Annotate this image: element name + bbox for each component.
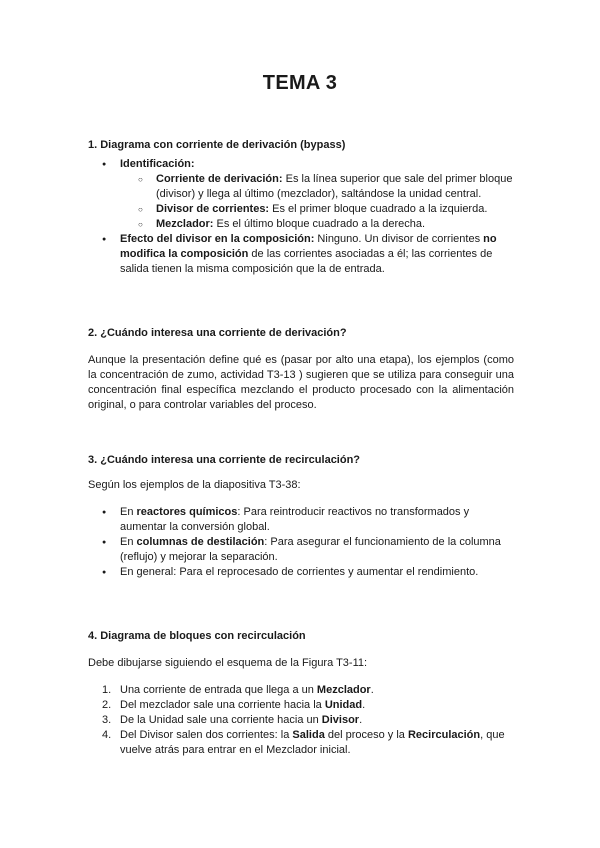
list-item: ○ Divisor de corrientes: Es el primer bloque cuadrado a la izquierda. [120,202,518,217]
identificacion-label: Identificación: [120,158,195,170]
section-3-heading: 3. ¿Cuándo interesa una corriente de recirculación? [88,454,361,466]
list-item: ○ Corriente de derivación: Es la línea superior que sale del primer bloque (divisor) y llega al último (mezclador), saltándose la unidad central. [120,172,518,202]
page-title: TEMA 3 [262,72,338,94]
list-item: 3. De la Unidad sale una corriente hacia un Divisor. [102,714,363,726]
section-4-intro: Debe dibujarse siguiendo el esquema de la Figura T3-11: [88,657,368,669]
section-2-heading: 2. ¿Cuándo interesa una corriente de derivación? [88,327,347,339]
section-4-heading: 4. Diagrama de bloques con recirculación [88,630,306,642]
list-item: ● En general: Para el reprocesado de corrientes y aumentar el rendimiento. [88,565,518,580]
list-item [88,157,518,232]
section-3-list [88,505,518,580]
list-item: ● En columnas de destilación: Para asegurar el funcionamiento de la columna (reflujo) y mejorar la separación. [88,535,518,565]
section-1-heading: 1. Diagrama con corriente de derivación (bypass) [88,139,346,151]
identificacion-sublist [120,172,518,232]
list-item: 2. Del mezclador sale una corriente hacia la Unidad. [102,699,366,711]
list-item: 4. Del Divisor salen dos corrientes: la Salida del proceso y la Recirculación, que vuelve atrás para entrar en el Mezclador inicial. [102,729,505,756]
section-2-paragraph: Aunque la presentación define qué es (pasar por alto una etapa), los ejemplos (como la concentración de zumo, actividad T3-13 ) sugieren que se utiliza para conseguir una concentración final específica mezclando el producto procesado con la alimentación original, o para controlar variables del proceso. [88,354,514,411]
section-1-list [88,157,518,277]
list-item: ● Efecto del divisor en la composición: Ninguno. Un divisor de corrientes no modifica la composición de las corrientes asociadas a él; las corrientes de salida tienen la misma composición que la de entrada. [88,232,518,277]
list-item: ○ Mezclador: Es el último bloque cuadrado a la derecha. [120,217,518,232]
section-3-intro: Según los ejemplos de la diapositiva T3-38: [88,479,301,491]
section-4-list [88,683,518,758]
list-item: 1. Una corriente de entrada que llega a un Mezclador. [102,684,374,696]
list-item: ● En reactores químicos: Para reintroducir reactivos no transformados y aumentar la conversión global. [88,505,518,535]
